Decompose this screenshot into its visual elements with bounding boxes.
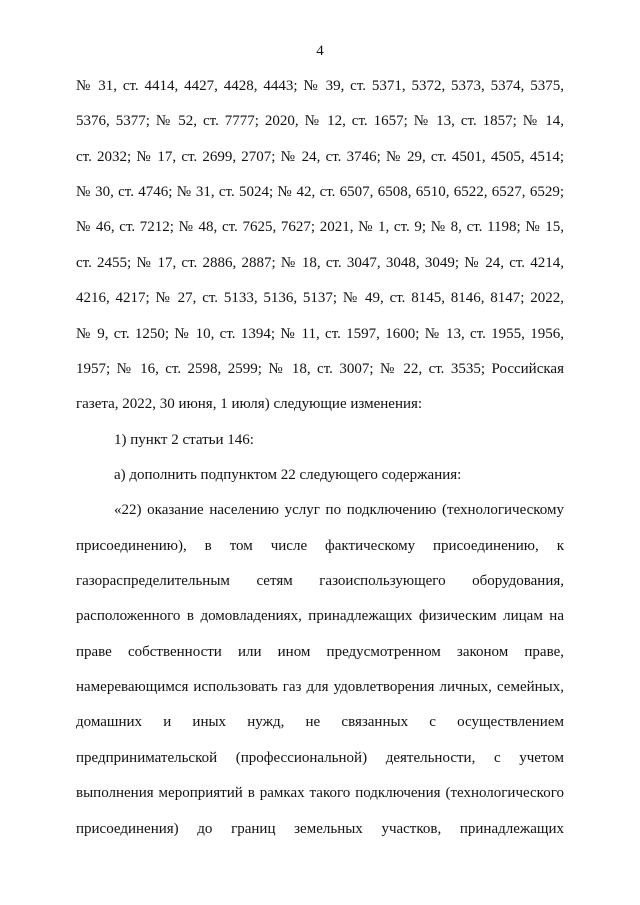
- text-line-18: намеревающимся использовать газ для удовлетворения личных, семейных,: [76, 679, 564, 695]
- text-line-6: ст. 2455; № 17, ст. 2886, 2887; № 18, ст. 3047, 3048, 3049; № 24, ст. 4214,: [76, 255, 564, 271]
- text-line-12: а) дополнить подпунктом 22 следующего содержания:: [114, 467, 462, 483]
- text-line-13: «22) оказание населению услуг по подключению (технологическому: [114, 502, 564, 518]
- text-line-20: предпринимательской (профессиональной) деятельности, с учетом: [76, 750, 564, 766]
- text-line-11: 1) пункт 2 статьи 146:: [114, 432, 254, 448]
- text-line-7: 4216, 4217; № 27, ст. 5133, 5136, 5137; № 49, ст. 8145, 8146, 8147; 2022,: [76, 290, 564, 306]
- text-line-5: № 46, ст. 7212; № 48, ст. 7625, 7627; 2021, № 1, ст. 9; № 8, ст. 1198; № 15,: [76, 219, 564, 235]
- text-line-4: № 30, ст. 4746; № 31, ст. 5024; № 42, ст. 6507, 6508, 6510, 6522, 6527, 6529;: [76, 184, 564, 200]
- text-line-10: газета, 2022, 30 июня, 1 июля) следующие изменения:: [76, 396, 423, 412]
- text-line-21: выполнения мероприятий в рамках такого подключения (технологического: [76, 785, 564, 801]
- text-line-19: домашних и иных нужд, не связанных с осуществлением: [76, 714, 564, 730]
- text-line-8: № 9, ст. 1250; № 10, ст. 1394; № 11, ст. 1597, 1600; № 13, ст. 1955, 1956,: [76, 326, 564, 342]
- text-line-9: 1957; № 16, ст. 2598, 2599; № 18, ст. 3007; № 22, ст. 3535; Российская: [76, 361, 564, 377]
- text-line-1: № 31, ст. 4414, 4427, 4428, 4443; № 39, ст. 5371, 5372, 5373, 5374, 5375,: [76, 78, 564, 94]
- text-line-2: 5376, 5377; № 52, ст. 7777; 2020, № 12, ст. 1657; № 13, ст. 1857; № 14,: [76, 113, 564, 129]
- text-line-15: газораспределительным сетям газоиспользующего оборудования,: [76, 573, 564, 589]
- text-line-16: расположенного в домовладениях, принадлежащих физическим лицам на: [76, 608, 564, 624]
- text-line-22: присоединения) до границ земельных участков, принадлежащих: [76, 821, 564, 837]
- text-line-17: праве собственности или ином предусмотренном законом праве,: [76, 644, 564, 660]
- text-line-14: присоединению), в том числе фактическому присоединению, к: [76, 538, 564, 554]
- text-line-3: ст. 2032; № 17, ст. 2699, 2707; № 24, ст. 3746; № 29, ст. 4501, 4505, 4514;: [76, 149, 564, 165]
- page-number: 4: [316, 43, 324, 59]
